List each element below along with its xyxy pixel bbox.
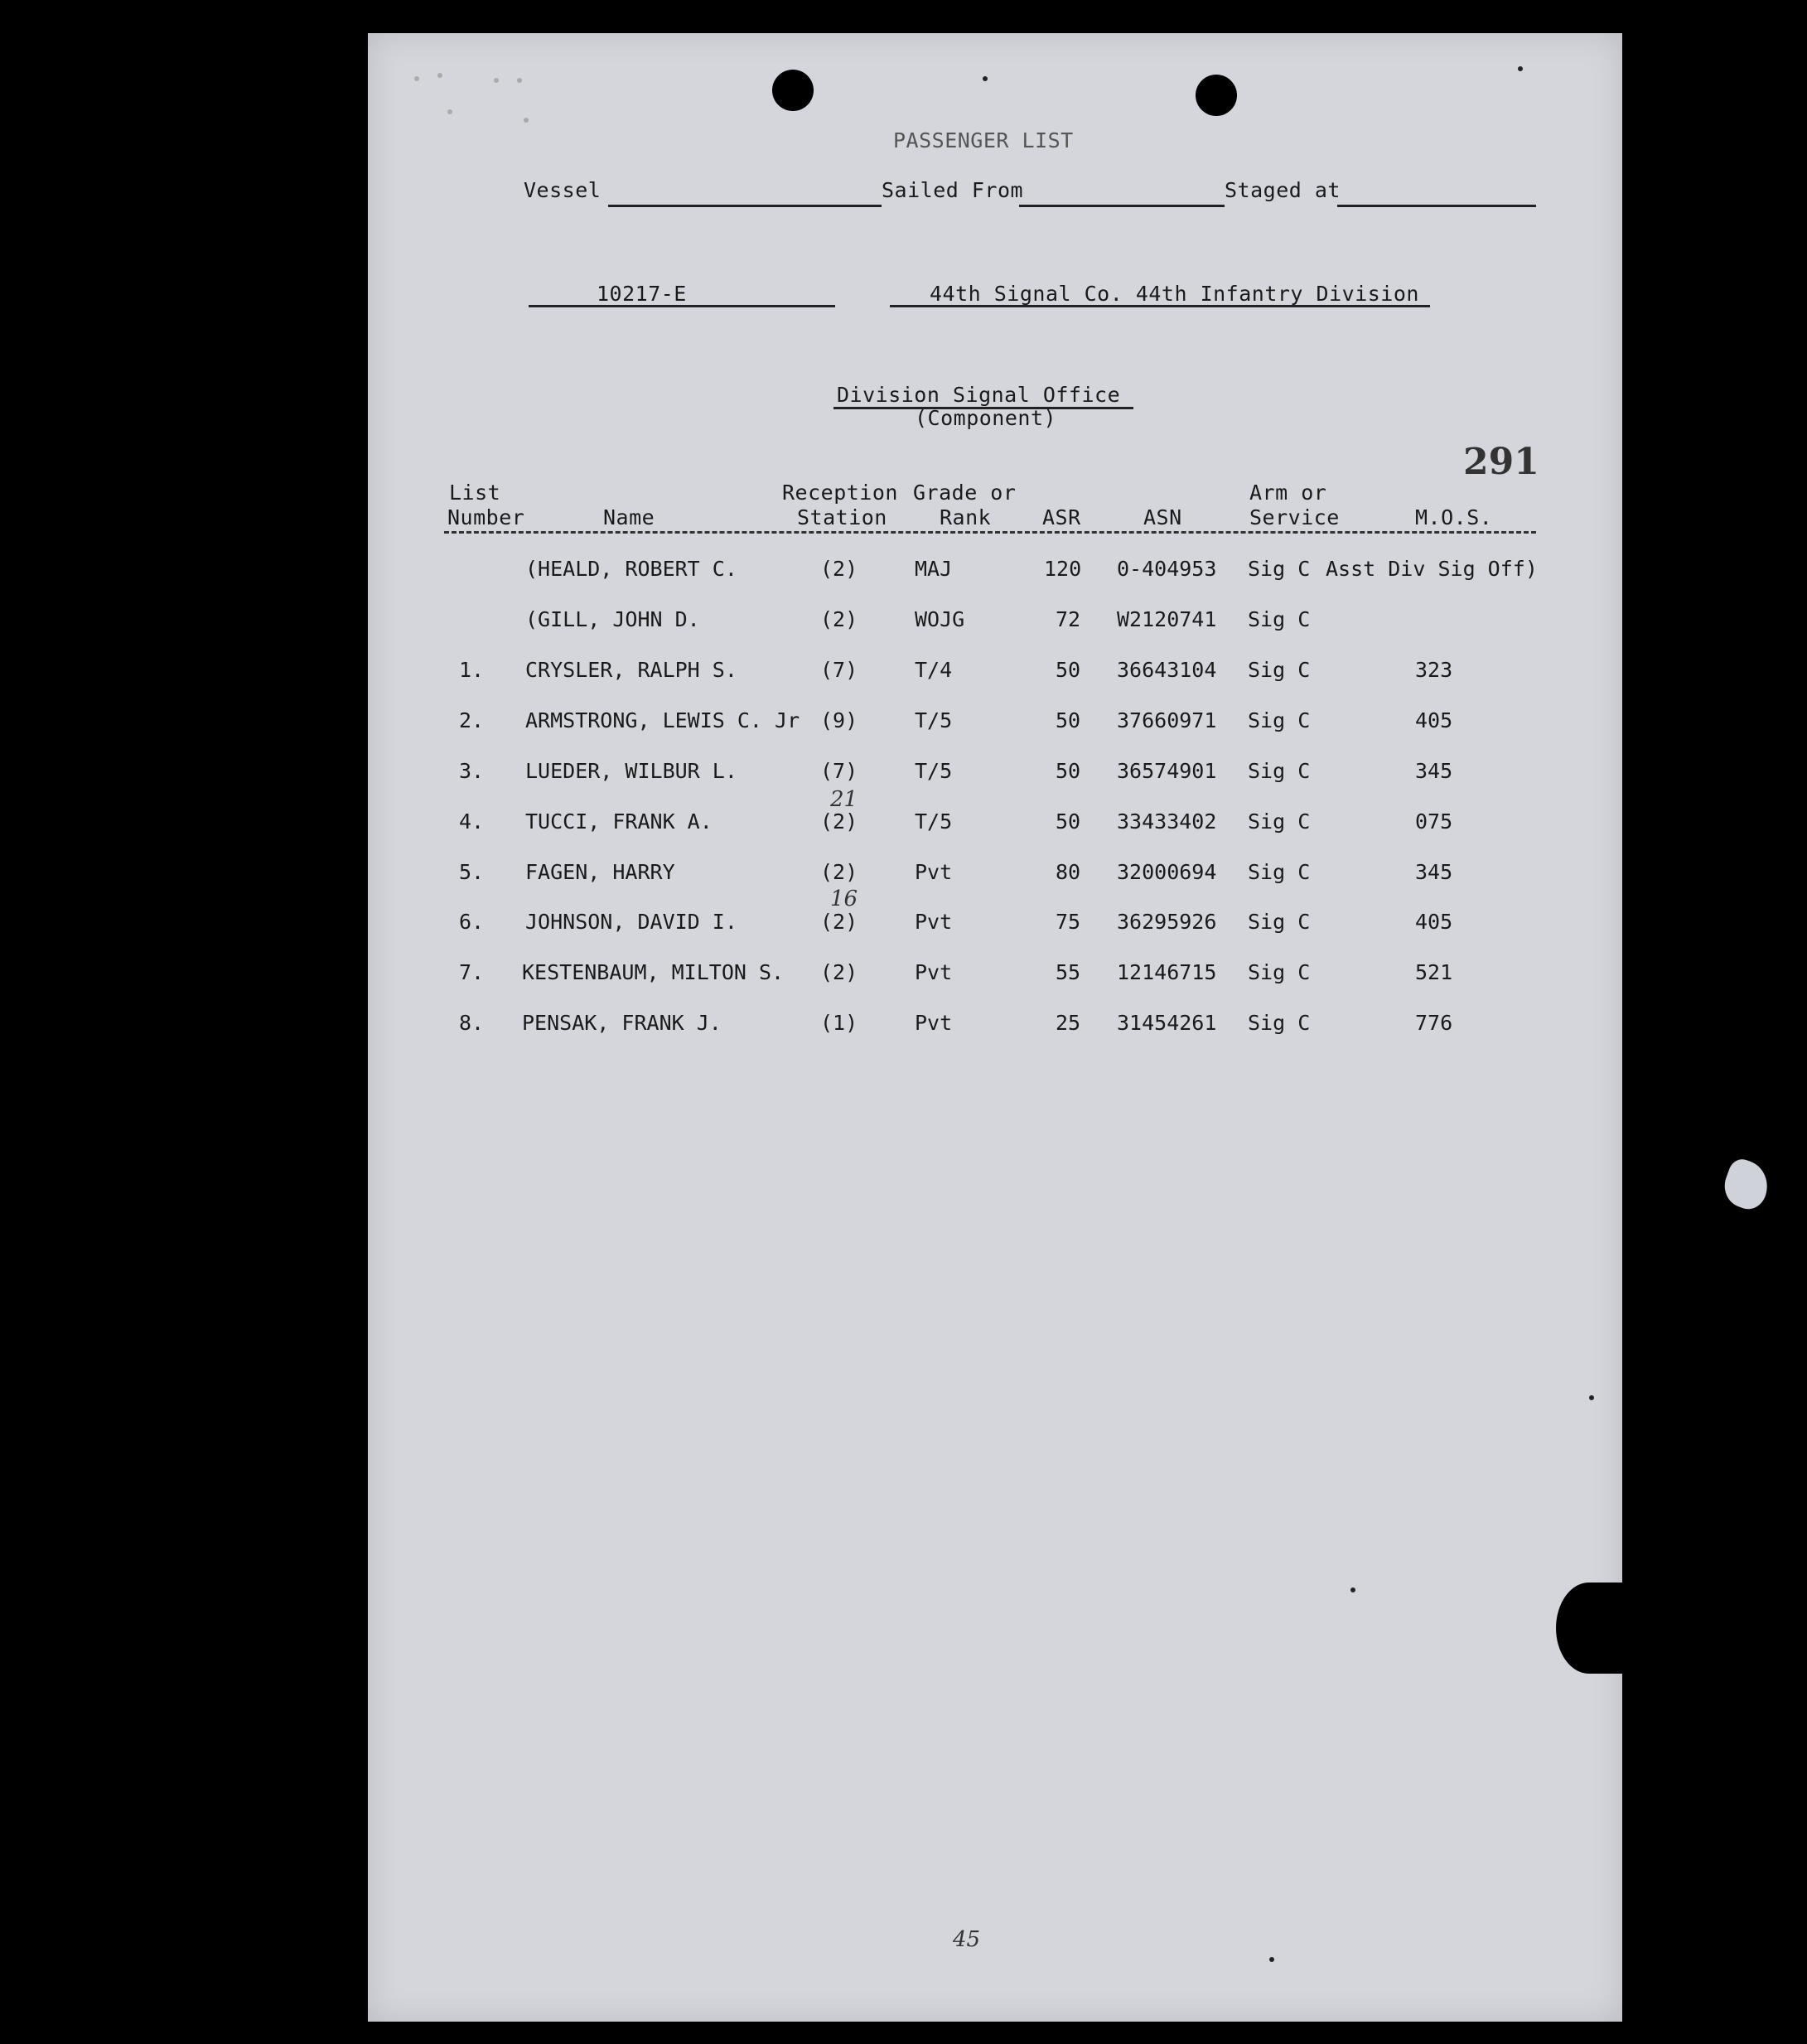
cell-mos: 405 <box>1415 708 1453 732</box>
cell-station: (7) <box>820 658 858 682</box>
cell-station: (2) <box>820 960 858 984</box>
cell-name: JOHNSON, DAVID I. <box>525 910 737 934</box>
cell-asr: 50 <box>1056 658 1081 682</box>
cell-grade: Pvt <box>915 960 953 984</box>
cell-mos: Asst Div Sig Off) <box>1326 557 1538 581</box>
cell-name: FAGEN, HARRY <box>525 860 675 884</box>
cell-list-number: 4. <box>459 809 485 834</box>
background-speck <box>447 109 452 114</box>
cell-asr: 55 <box>1056 960 1081 984</box>
cell-asr: 25 <box>1056 1011 1081 1035</box>
cell-asn: 36295926 <box>1117 910 1217 934</box>
cell-name: TUCCI, FRANK A. <box>525 809 713 834</box>
cell-station: (2) <box>820 557 858 581</box>
cell-grade: MAJ <box>915 557 953 581</box>
cell-grade: T/5 <box>915 759 953 783</box>
cell-mos: 345 <box>1415 759 1453 783</box>
cell-grade: T/4 <box>915 658 953 682</box>
cell-name: (GILL, JOHN D. <box>525 607 700 631</box>
cell-list-number: 7. <box>459 960 485 984</box>
cell-arm: Sig C <box>1248 910 1311 934</box>
cell-asn: 31454261 <box>1117 1011 1217 1035</box>
cell-list-number: 5. <box>459 860 485 884</box>
cell-name: CRYSLER, RALPH S. <box>525 658 737 682</box>
document-page <box>368 33 1622 2022</box>
cell-asr: 50 <box>1056 809 1081 834</box>
station-handwritten-note: 21 <box>830 787 858 812</box>
cell-station: (2) <box>820 809 858 834</box>
cell-station: (1) <box>820 1011 858 1035</box>
cell-asn: W2120741 <box>1117 607 1217 631</box>
cell-asn: 36574901 <box>1117 759 1217 783</box>
document-title: PASSENGER LIST <box>893 128 1074 152</box>
paper-scrap <box>1718 1156 1775 1214</box>
unit-underline <box>890 305 1430 307</box>
cell-arm: Sig C <box>1248 658 1311 682</box>
cell-station: (7) <box>820 759 858 783</box>
sailed-from-label: Sailed From <box>882 178 1024 202</box>
cell-asn: 32000694 <box>1117 860 1217 884</box>
shipment-number: 10217-E <box>597 282 687 306</box>
cell-asn: 0-404953 <box>1117 557 1217 581</box>
background-speck <box>517 78 522 83</box>
cell-grade: WOJG <box>915 607 965 631</box>
cell-mos: 405 <box>1415 910 1453 934</box>
cell-mos: 521 <box>1415 960 1453 984</box>
cell-station: (2) <box>820 860 858 884</box>
cell-asn: 37660971 <box>1117 708 1217 732</box>
cell-asn: 33433402 <box>1117 809 1217 834</box>
cell-asr: 80 <box>1056 860 1081 884</box>
paper-speck <box>1518 66 1523 71</box>
cell-list-number: 8. <box>459 1011 485 1035</box>
cell-grade: T/5 <box>915 708 953 732</box>
vessel-blank <box>608 205 882 207</box>
cell-arm: Sig C <box>1248 960 1311 984</box>
cell-list-number: 1. <box>459 658 485 682</box>
punch-hole-left <box>772 70 814 111</box>
cell-asn: 36643104 <box>1117 658 1217 682</box>
background-speck <box>437 73 442 78</box>
background-speck <box>524 118 529 123</box>
paper-speck <box>983 76 988 81</box>
cell-asn: 12146715 <box>1117 960 1217 984</box>
cell-grade: T/5 <box>915 809 953 834</box>
cell-name: LUEDER, WILBUR L. <box>525 759 737 783</box>
paper-speck <box>1269 1957 1274 1962</box>
unit-name: 44th Signal Co. 44th Infantry Division <box>930 282 1419 306</box>
header-asn: ASN <box>1143 505 1182 529</box>
sailed-from-blank <box>1019 205 1225 207</box>
station-handwritten-note: 16 <box>830 887 858 911</box>
cell-grade: Pvt <box>915 860 953 884</box>
page-number-stamp: 291 <box>1463 441 1539 483</box>
header-mos: M.O.S. <box>1415 505 1493 529</box>
cell-asr: 50 <box>1056 708 1081 732</box>
cell-mos: 776 <box>1415 1011 1453 1035</box>
staged-at-label: Staged at <box>1225 178 1341 202</box>
header-reception-line2: Station <box>797 505 887 529</box>
cell-asr: 120 <box>1044 557 1082 581</box>
cell-arm: Sig C <box>1248 708 1311 732</box>
cell-asr: 72 <box>1056 607 1081 631</box>
paper-speck <box>1589 1395 1594 1400</box>
header-arm-line2: Service <box>1249 505 1340 529</box>
cell-mos: 345 <box>1415 860 1453 884</box>
cell-arm: Sig C <box>1248 607 1311 631</box>
cell-station: (9) <box>820 708 858 732</box>
header-asr: ASR <box>1042 505 1081 529</box>
cell-mos: 075 <box>1415 809 1453 834</box>
header-grade-line1: Grade or <box>913 481 1017 505</box>
cell-arm: Sig C <box>1248 809 1311 834</box>
header-rule <box>444 531 1536 534</box>
punch-hole-right <box>1196 75 1237 116</box>
vessel-label: Vessel <box>524 178 602 202</box>
staged-at-blank <box>1337 205 1536 207</box>
cell-name: (HEALD, ROBERT C. <box>525 557 737 581</box>
cell-grade: Pvt <box>915 910 953 934</box>
header-list-number-line1: List <box>449 481 501 505</box>
cell-name: ARMSTRONG, LEWIS C. Jr <box>525 708 800 732</box>
header-grade-line2: Rank <box>940 505 992 529</box>
torn-edge <box>1556 1583 1622 1674</box>
cell-grade: Pvt <box>915 1011 953 1035</box>
background-speck <box>494 78 499 83</box>
background-speck <box>414 76 419 81</box>
header-list-number-line2: Number <box>447 505 525 529</box>
shipment-underline <box>529 305 835 307</box>
cell-list-number: 2. <box>459 708 485 732</box>
header-arm-line1: Arm or <box>1249 481 1327 505</box>
paper-speck <box>1350 1587 1355 1592</box>
cell-mos: 323 <box>1415 658 1453 682</box>
cell-list-number: 6. <box>459 910 485 934</box>
cell-name: KESTENBAUM, MILTON S. <box>522 960 785 984</box>
component-caption: (Component) <box>915 406 1057 430</box>
component-name: Division Signal Office <box>837 383 1121 407</box>
header-reception-line1: Reception <box>782 481 898 505</box>
cell-station: (2) <box>820 607 858 631</box>
cell-arm: Sig C <box>1248 1011 1311 1035</box>
cell-arm: Sig C <box>1248 759 1311 783</box>
header-name: Name <box>603 505 655 529</box>
footer-handwritten-number: 45 <box>953 1927 981 1952</box>
cell-arm: Sig C <box>1248 860 1311 884</box>
cell-station: (2) <box>820 910 858 934</box>
cell-asr: 50 <box>1056 759 1081 783</box>
cell-name: PENSAK, FRANK J. <box>522 1011 722 1035</box>
cell-asr: 75 <box>1056 910 1081 934</box>
cell-list-number: 3. <box>459 759 485 783</box>
cell-arm: Sig C <box>1248 557 1311 581</box>
